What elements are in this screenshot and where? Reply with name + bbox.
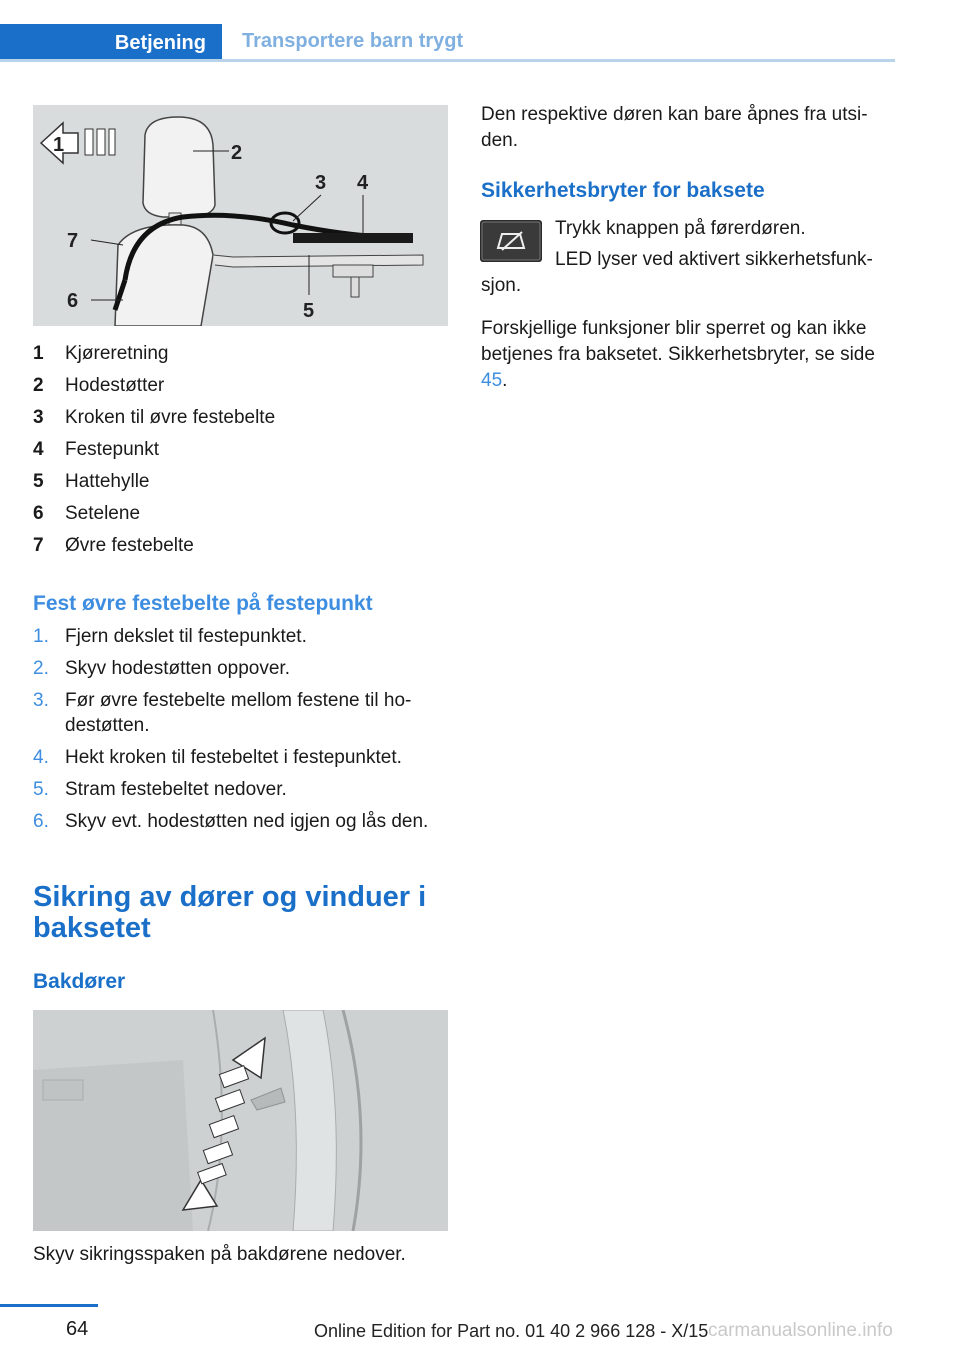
watermark: carmanualsonline.info xyxy=(708,1320,893,1341)
step-item: 2. Skyv hodestøtten oppover. xyxy=(33,658,290,679)
press-button-instruction: Trykk knappen på førerdøren. xyxy=(555,218,806,239)
step-item: 3. Før øvre festebelte mellom festene til hodestøtten. xyxy=(33,690,412,736)
tether-steps xyxy=(33,624,453,841)
page-link-45[interactable]: 45 xyxy=(481,370,503,391)
legend-item: 7 Øvre festebelte xyxy=(33,535,194,556)
legend-item: 1 Kjøreretning xyxy=(33,343,169,364)
headrest-tether-figure xyxy=(33,105,448,326)
subheading-safety-switch: Sikkerhetsbryter for baksete xyxy=(481,179,765,202)
callout-5: 5 xyxy=(303,300,315,322)
step-item: 5. Stram festebeltet nedover. xyxy=(33,779,287,800)
step-item: 6. Skyv evt. hodestøtten ned igjen og lås den. xyxy=(33,811,429,832)
callout-6: 6 xyxy=(67,290,79,312)
legend-item: 3 Kroken til øvre festebelte xyxy=(33,407,276,428)
door-open-note: Den respektive døren kan bare åpnes fra utsiden. xyxy=(481,104,868,151)
tab-transportere-barn-trygt[interactable]: Transportere barn trygt xyxy=(242,30,464,52)
footer-accent-line xyxy=(0,1304,98,1307)
section-heading-door-safety: Sikring av dører og vinduer i baksetet xyxy=(33,881,427,944)
subheading-rear-doors: Bakdører xyxy=(33,970,126,993)
legend-item: 6 Setelene xyxy=(33,503,141,524)
step-item: 1. Fjern dekslet til festepunktet. xyxy=(33,626,307,647)
legend-item: 5 Hattehylle xyxy=(33,471,150,492)
callout-2: 2 xyxy=(231,142,243,164)
figure-legend xyxy=(33,338,275,562)
rear-door-caption: Skyv sikringsspaken på bakdørene nedover. xyxy=(33,1244,406,1265)
callout-1: 1 xyxy=(53,134,65,156)
functions-locked-note: Forskjellige funksjoner blir sperret og kan ikke betjenes fra baksetet. Sikkerhetsbryter, se side 45. xyxy=(481,318,875,391)
callout-7: 7 xyxy=(67,230,79,252)
page-header xyxy=(0,0,895,62)
legend-item: 2 Hodestøtter xyxy=(33,375,165,396)
door-lock-figure xyxy=(33,1010,448,1231)
callout-3: 3 xyxy=(315,172,327,194)
callout-4: 4 xyxy=(357,172,369,194)
edition-info: Online Edition for Part no. 01 40 2 966 128 - X/15 xyxy=(314,1321,709,1341)
header-divider xyxy=(0,59,895,62)
led-note: LED lyser ved aktivert sikkerhetsfunksjon. xyxy=(481,249,873,296)
step-item: 4. Hekt kroken til festebeltet i festepunktet. xyxy=(33,747,402,768)
legend-item: 4 Festepunkt xyxy=(33,439,159,460)
page-number: 64 xyxy=(66,1318,89,1340)
tab-betjening[interactable]: Betjening xyxy=(0,24,222,62)
section-heading-tether: Fest øvre festebelte på festepunkt xyxy=(33,592,373,615)
